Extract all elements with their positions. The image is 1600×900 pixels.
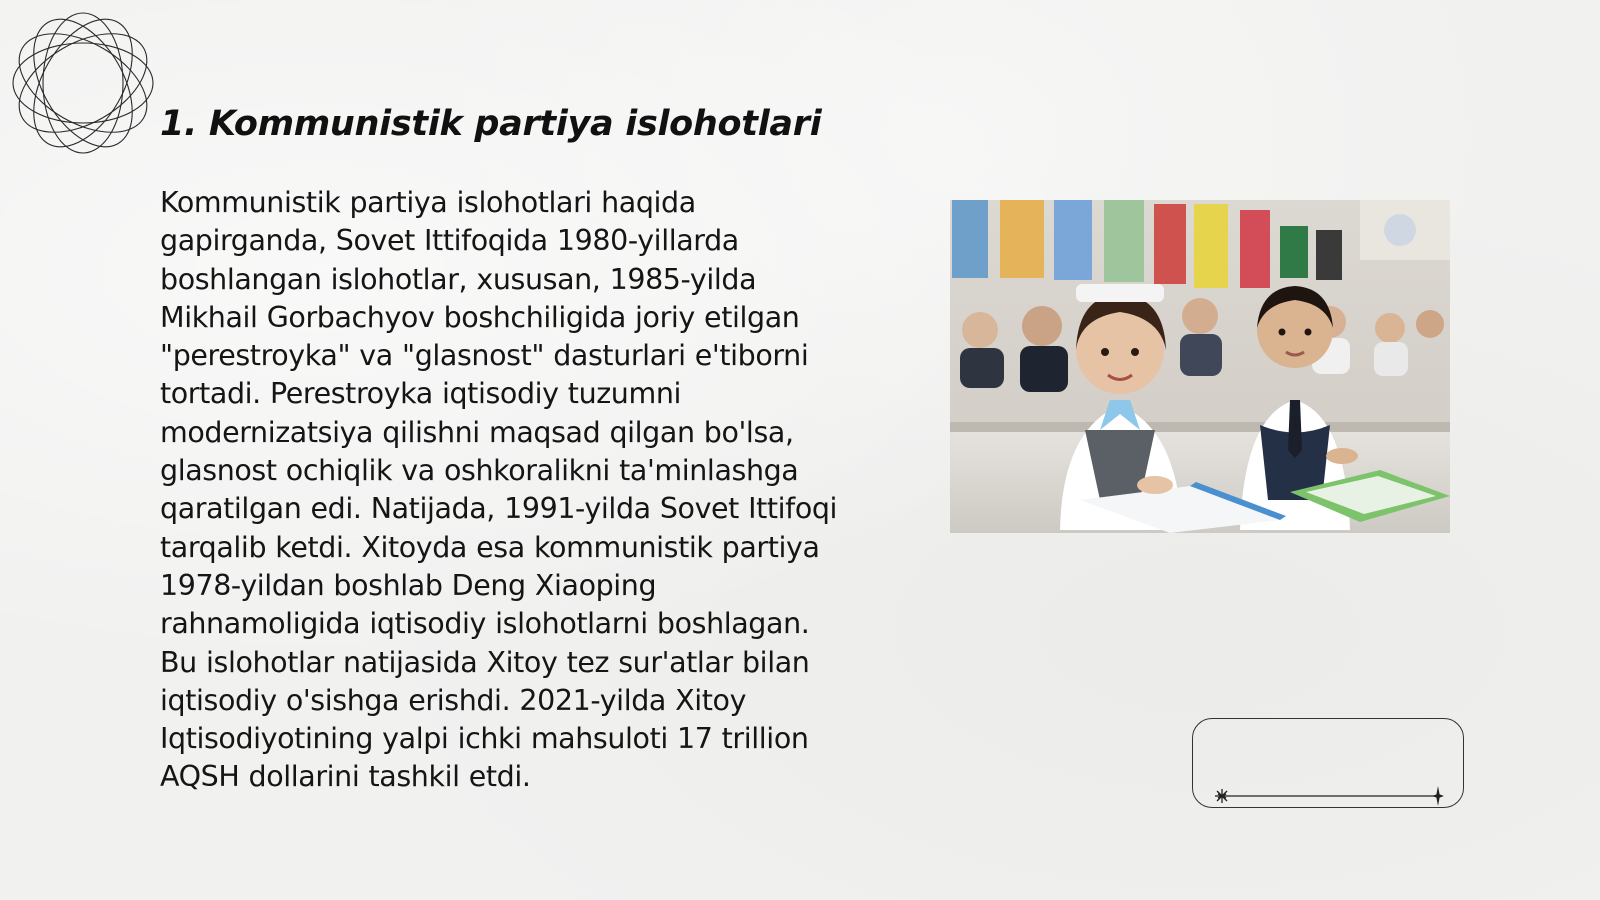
decorative-line: [1212, 785, 1444, 807]
slide-title: 1. Kommunistik partiya islohotlari: [160, 104, 822, 144]
sparkle-icon: [1432, 786, 1444, 806]
rosette-icon: [8, 8, 158, 158]
starburst-icon: [1215, 789, 1229, 803]
classroom-photo: [950, 200, 1450, 533]
slide-body-text: Kommunistik partiya islohotlari haqida gapirganda, Sovet Ittifoqida 1980-yillarda boshlangan islohotlar, xususan, 1985-yilda Mikhail Gorbachyov boshchiligida joriy etilgan "perestroyka" va "glasnost" dasturlari e'tiborni tortadi. Perestroyka iqtisodiy tuzumni modernizatsiya qilishni maqsad qilgan bo'lsa, glasnost ochiqlik va oshkoralikni ta'minlashga qaratilgan edi. Natijada, 1991-yilda Sovet Ittifoqi tarqalib ketdi. Xitoyda esa kommunistik partiya 1978-yildan boshlab Deng Xiaoping rahnamoligida iqtisodiy islohotlarni boshlagan. Bu islohotlar natijasida Xitoy tez sur'atlar bilan iqtisodiy o'sishga erishdi. 2021-yilda Xitoy Iqtisodiyotining yalpi ichki mahsuloti 17 trillion AQSH dollarini tashkil etdi.: [160, 186, 838, 794]
